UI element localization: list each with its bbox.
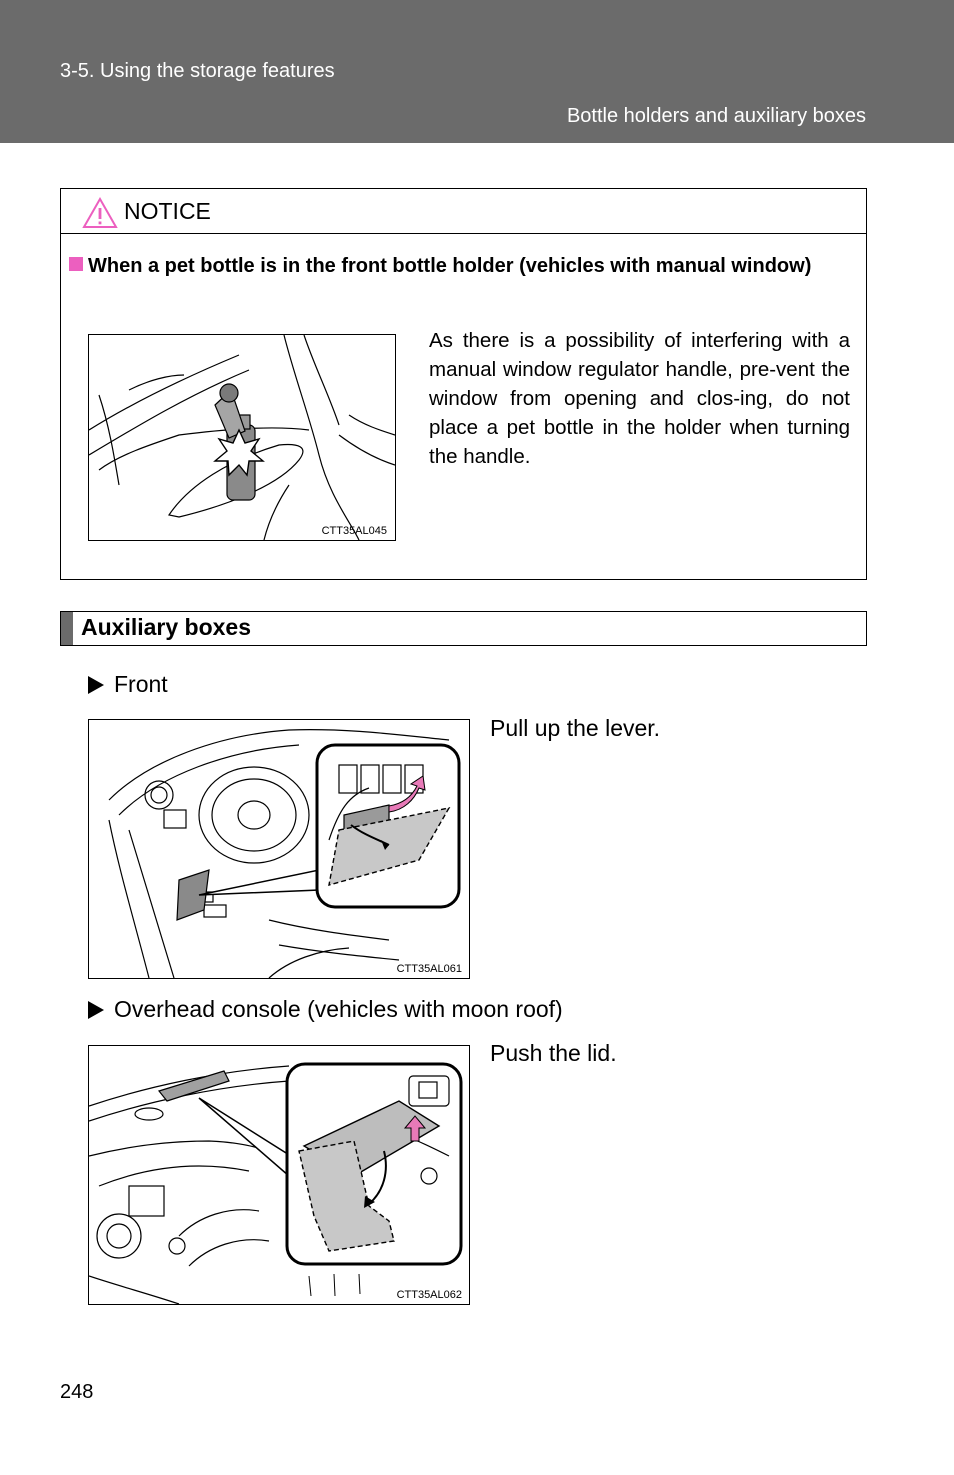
- page-header: [0, 0, 954, 143]
- front-subheading-text: Front: [114, 671, 168, 697]
- page-number: 248: [60, 1381, 94, 1403]
- front-subheading: [88, 671, 168, 698]
- overhead-instruction: Push the lid.: [490, 1040, 617, 1066]
- triangle-bullet-icon: [88, 676, 104, 694]
- subsection-title: Bottle holders and auxiliary boxes: [566, 105, 866, 127]
- bullet-square-icon: [69, 257, 83, 271]
- section-heading: Auxiliary boxes: [81, 614, 252, 640]
- overhead-drawing: [89, 1046, 469, 1304]
- bottle-holder-drawing: [89, 335, 395, 540]
- dashboard-drawing: [89, 720, 469, 978]
- front-box-illustration: [88, 719, 470, 979]
- overhead-subheading-text: Overhead console (vehicles with moon roof): [114, 996, 563, 1022]
- bottle-holder-illustration: [88, 334, 396, 541]
- overhead-console-illustration: [88, 1045, 470, 1305]
- warning-icon: [82, 197, 118, 229]
- front-instruction: Pull up the lever.: [490, 715, 661, 741]
- section-title: 3-5. Using the storage features: [60, 60, 335, 82]
- notice-header: [61, 189, 866, 234]
- section-heading-bar: [60, 611, 867, 646]
- triangle-bullet-icon: [88, 1001, 104, 1019]
- notice-label: NOTICE: [124, 198, 211, 224]
- notice-box: [60, 188, 867, 580]
- section-marker: [61, 612, 73, 645]
- figure-code: CTT35AL045: [321, 525, 387, 537]
- figure-code: CTT35AL062: [396, 1289, 462, 1301]
- overhead-subheading: [88, 996, 563, 1023]
- notice-body: As there is a possibility of interfering with a manual window regulator handle, pre-vent the window from opening and clos-ing, do not place a pet bottle in the holder when turning the handle.: [429, 329, 850, 468]
- notice-heading: When a pet bottle is in the front bottle holder (vehicles with manual window): [88, 255, 812, 277]
- figure-code: CTT35AL061: [396, 963, 462, 975]
